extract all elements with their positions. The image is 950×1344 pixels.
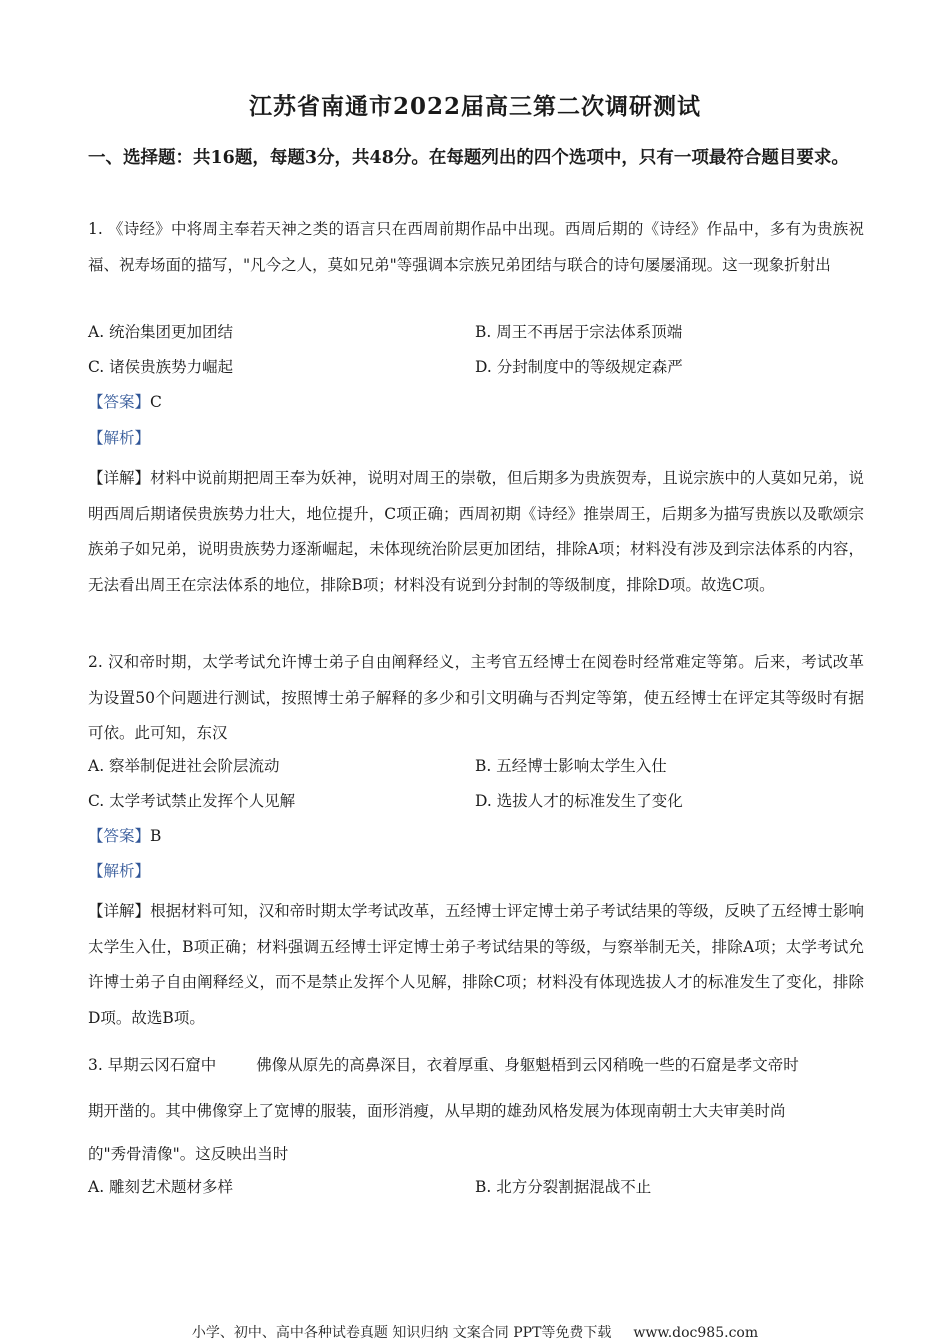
question-2-options-row-1 <box>88 754 864 789</box>
question-1-option-a: A. 统治集团更加团结 <box>88 323 234 341</box>
question-2-option-a: A. 察举制促进社会阶层流动 <box>88 757 280 775</box>
question-1-options-row-1 <box>88 320 864 355</box>
question-1-answer <box>88 390 162 412</box>
footer-text: 小学、初中、高中各种试卷真题 知识归纳 文案合同 PPT等免费下载 <box>191 1325 612 1341</box>
section-header: 一、选择题：共16题，每题3分，共48分。在每题列出的四个选项中，只有一项最符合题目要求。 <box>88 148 849 168</box>
detail-tag: 【详解】 <box>88 469 151 487</box>
question-1-option-c: C. 诸侯贵族势力崛起 <box>88 358 234 376</box>
question-2-options-row-2 <box>88 789 864 824</box>
footer-website: www.doc985.com <box>633 1325 759 1341</box>
question-3-stem-line-1: 3. 早期云冈石窟中 佛像从原先的高鼻深目，衣着厚重、身躯魁梧到云冈稍晚一些的石窟是孝文帝时 <box>88 1056 799 1074</box>
question-2-detail <box>88 894 864 1036</box>
question-2-option-d: D. 选拔人才的标准发生了变化 <box>475 792 683 810</box>
analysis-tag: 【解析】 <box>88 429 151 447</box>
answer-tag: 【答案】 <box>88 393 151 411</box>
analysis-tag: 【解析】 <box>88 862 151 880</box>
question-2-stem: 2. 汉和帝时期，太学考试允许博士弟子自由阐释经义，主考官五经博士在阅卷时经常难定等第。后来，考试改革为设置50个问题进行测试，按照博士弟子解释的多少和引文明确与否判定等第，使五经博士在评定其等级时有据可依。此可知，东汉 <box>88 653 864 742</box>
answer-value: C <box>150 393 162 411</box>
question-3-stem-line-2: 期开凿的。其中佛像穿上了宽博的服装，面形消瘦，从早期的雄劲风格发展为体现南朝士大夫审美时尚 <box>88 1102 786 1120</box>
answer-tag: 【答案】 <box>88 827 151 845</box>
question-1-stem: 1. 《诗经》中将周主奉若天神之类的语言只在西周前期作品中出现。西周后期的《诗经》作品中，多有为贵族祝福、祝寿场面的描写，"凡今之人，莫如兄弟"等强调本宗族兄弟团结与联合的诗句屡屡涌现。这一现象折射出 <box>88 220 864 274</box>
question-2-option-c: C. 太学考试禁止发挥个人见解 <box>88 792 296 810</box>
question-3-option-a: A. 雕刻艺术题材多样 <box>88 1178 234 1196</box>
question-3-option-b: B. 北方分裂割据混战不止 <box>475 1178 652 1196</box>
question-2-answer <box>88 824 161 846</box>
answer-value: B <box>150 827 162 845</box>
question-1-analysis <box>88 426 150 448</box>
detail-text: 材料中说前期把周王奉为妖神，说明对周王的崇敬，但后期多为贵族贺寿，且说宗族中的人莫如兄弟，说明西周后期诸侯贵族势力壮大，地位提升，C项正确；西周初期《诗经》推崇周王，后期多为描写贵族以及歌颂宗族弟子如兄弟，说明贵族势力逐渐崛起，未体现统治阶层更加团结，排除A项；材料没有涉及到宗法体系的内容，无法看出周王在宗法体系的地位，排除B项；材料没有说到分封制的等级制度，排除D项。故选C项。 <box>88 469 864 594</box>
question-1-options-row-2 <box>88 355 864 390</box>
detail-text: 根据材料可知，汉和帝时期太学考试改革，五经博士评定博士弟子考试结果的等级，反映了五经博士影响太学生入仕，B项正确；材料强调五经博士评定博士弟子考试结果的等级，与察举制无关，排除A项；太学考试允许博士弟子自由阐释经义，而不是禁止发挥个人见解，排除C项；材料没有体现选拔人才的标准发生了变化，排除D项。故选B项。 <box>88 902 864 1027</box>
page-footer <box>0 1322 950 1342</box>
question-3-options-row-1 <box>88 1175 864 1210</box>
question-2-analysis <box>88 859 150 881</box>
page-title: 江苏省南通市2022届高三第二次调研测试 <box>248 93 701 120</box>
detail-tag: 【详解】 <box>88 902 151 920</box>
question-1-option-b: B. 周王不再居于宗法体系顶端 <box>475 323 683 341</box>
question-1-option-d: D. 分封制度中的等级规定森严 <box>475 358 683 376</box>
question-1-detail <box>88 461 864 603</box>
question-3-stem-line-3: 的"秀骨清像"。这反映出当时 <box>88 1145 289 1163</box>
question-2-option-b: B. 五经博士影响太学生入仕 <box>475 757 667 775</box>
